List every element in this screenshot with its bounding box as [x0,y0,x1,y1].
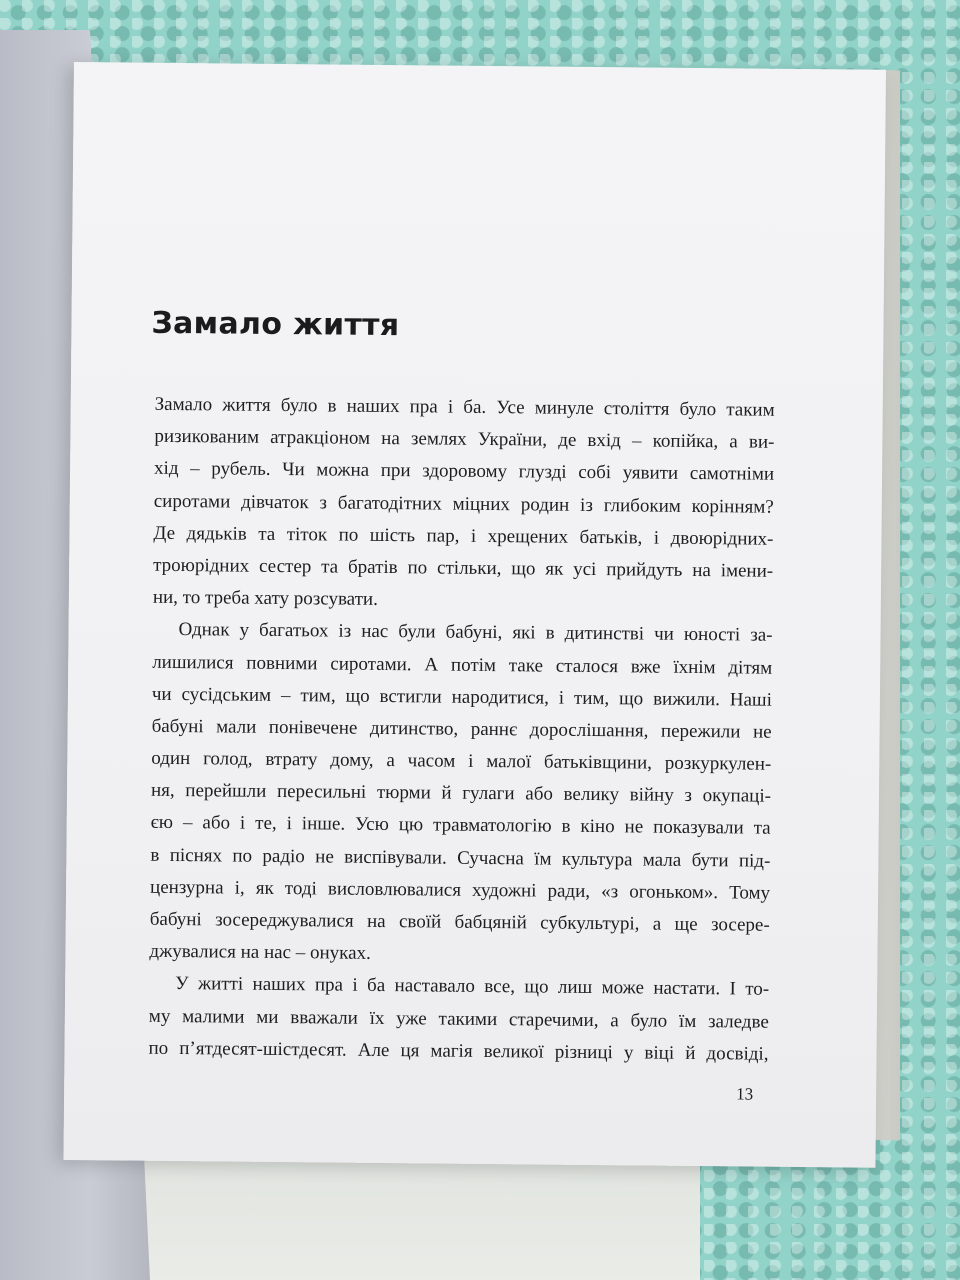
text-line: му малими ми вважали їх уже такими старечими, а було їм заледве [148,1005,769,1033]
page-number: 13 [736,1084,754,1104]
text-line: бабуні зосереджувалися на своїй бабцяній субкультурі, а ще зосере- [149,908,770,936]
text-line: чи сусідським – тим, що встигли народитися, і тим, що вижили. Наші [151,683,773,711]
text-line: один голод, втрату дому, а часом і малої батьківщини, розкуркулен- [151,747,772,775]
text-line: в піснях по радіо не виспівували. Сучасна їм культура мала бути під- [150,844,771,872]
text-line: Однак у багатьох із нас були бабуні, які в дитинстві чи юності за- [178,619,773,647]
text-line: хід – рубель. Чи можна при здоровому глузді собі уявити самотніми [153,458,775,486]
text-line: Замало життя було в наших пра і ба. Усе минуле століття було таким [154,393,775,421]
text-line: ни, то треба хату розсувати. [152,586,378,611]
text-line: У житті наших пра і ба наставало все, що лиш може настати. І то- [175,973,770,1001]
chapter-title: Замало життя [151,305,400,344]
text-line: єю – або і те, і інше. Усю цю травматологію в кіно не показували та [150,812,771,840]
text-line: по п’ятдесят-шістдесят. Але ця магія великої різниці у віці й досвіді, [148,1037,769,1065]
text-line: цензурна і, як тоді висловлювалися художні ради, «з огоньком». Тому [149,876,771,904]
text-line: ризикованим атракціоном на землях України, де вхід – копійка, а ви- [154,425,775,453]
text-line: сиротами дівчаток з багатодітних міцних родин із глибоким корінням? [153,490,774,518]
text-line: джувалися на нас – онуках. [149,940,371,965]
text-line: Де дядьків та тіток по шість пар, і хрещених батьків, і двоюрідних- [153,522,774,550]
text-line: бабуні мали понівечене дитинство, раннє дорослішання, пережили не [151,715,772,743]
text-line: троюрідних сестер та братів по стільки, що як усі прийдуть на імени- [153,554,774,582]
book-page [63,62,886,1168]
body-text [148,389,774,1071]
text-line: ня, перейшли пересильні тюрми й гулаги або велику війну з окупаці- [150,780,772,807]
text-line: лишилися повними сиротами. А потім таке сталося вже їхнім дітям [152,651,773,679]
